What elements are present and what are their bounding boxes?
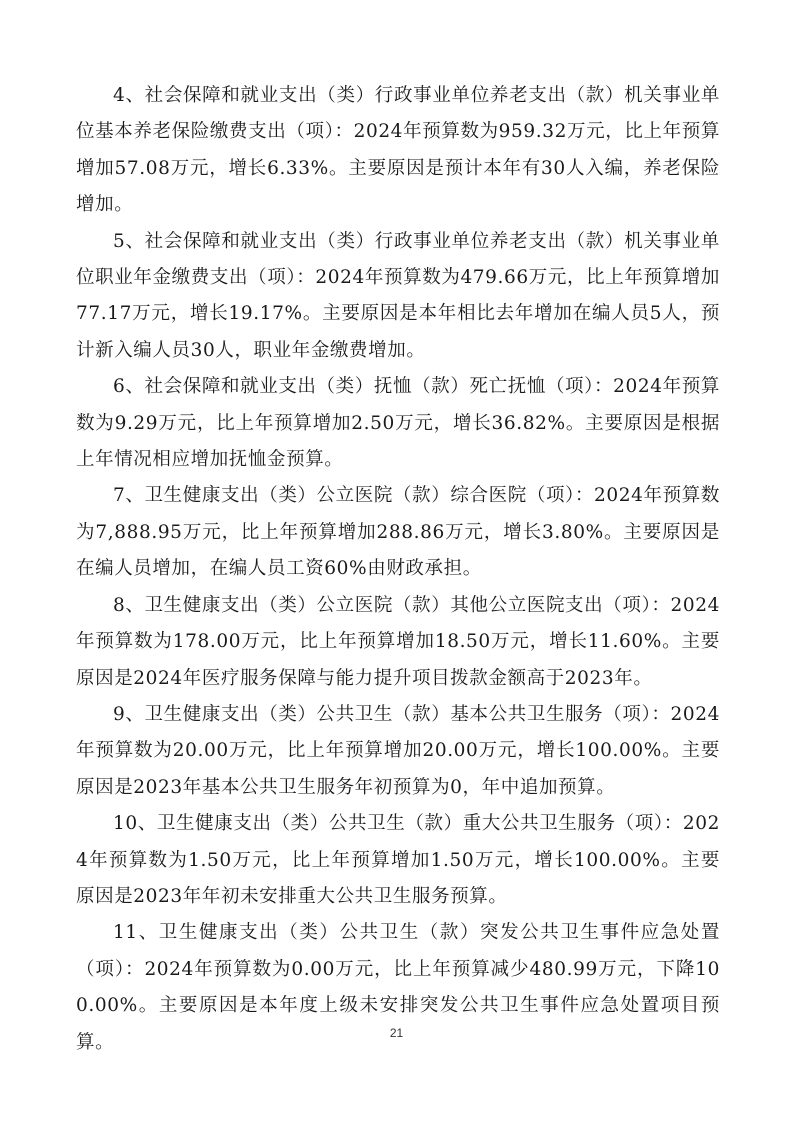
page-number: 21: [389, 1026, 404, 1040]
document-body: [76, 78, 720, 1061]
paragraph-item-9: 9、卫生健康支出（类）公共卫生（款）基本公共卫生服务（项）：2024年预算数为20.00万元，比上年预算增加20.00万元，增长100.00%。主要原因是2023年基本公共卫生服务年初预算为0，年中追加预算。: [76, 703, 720, 798]
paragraph-item-11: 11、卫生健康支出（类）公共卫生（款）突发公共卫生事件应急处置（项）：2024年预算数为0.00万元，比上年预算减少480.99万元，下降100.00%。主要原因是本年度上级未安排突发公共卫生事件应急处置项目预算。: [76, 922, 720, 1053]
paragraph-item-10: 10、卫生健康支出（类）公共卫生（款）重大公共卫生服务（项）：2024年预算数为1.50万元，比上年预算增加1.50万元，增长100.00%。主要原因是2023年年初未安排重大公共卫生服务预算。: [76, 813, 720, 907]
paragraph-item-8: 8、卫生健康支出（类）公立医院（款）其他公立医院支出（项）：2024年预算数为178.00万元，比上年预算增加18.50万元，增长11.60%。主要原因是2024年医疗服务保障与能力提升项目拨款金额高于2023年。: [76, 594, 720, 689]
paragraph-item-4: 4、社会保障和就业支出（类）行政事业单位养老支出（款）机关事业单位基本养老保险缴费支出（项）：2024年预算数为959.32万元，比上年预算增加57.08万元，增长6.33%。主要原因是预计本年有30人入编，养老保险增加。: [76, 85, 720, 216]
paragraph-item-5: 5、社会保障和就业支出（类）行政事业单位养老支出（款）机关事业单位职业年金缴费支出（项）：2024年预算数为479.66万元，比上年预算增加77.17万元，增长19.17%。主要原因是本年相比去年增加在编人员5人，预计新入编人员30人，职业年金缴费增加。: [76, 230, 720, 361]
paragraph-item-6: 6、社会保障和就业支出（类）抚恤（款）死亡抚恤（项）：2024年预算数为9.29万元，比上年预算增加2.50万元，增长36.82%。主要原因是根据上年情况相应增加抚恤金预算。: [76, 376, 720, 471]
paragraph-item-7: 7、卫生健康支出（类）公立医院（款）综合医院（项）：2024年预算数为7,888.95万元，比上年预算增加288.86万元，增长3.80%。主要原因是在编人员增加，在编人员工资60%由财政承担。: [76, 485, 720, 580]
